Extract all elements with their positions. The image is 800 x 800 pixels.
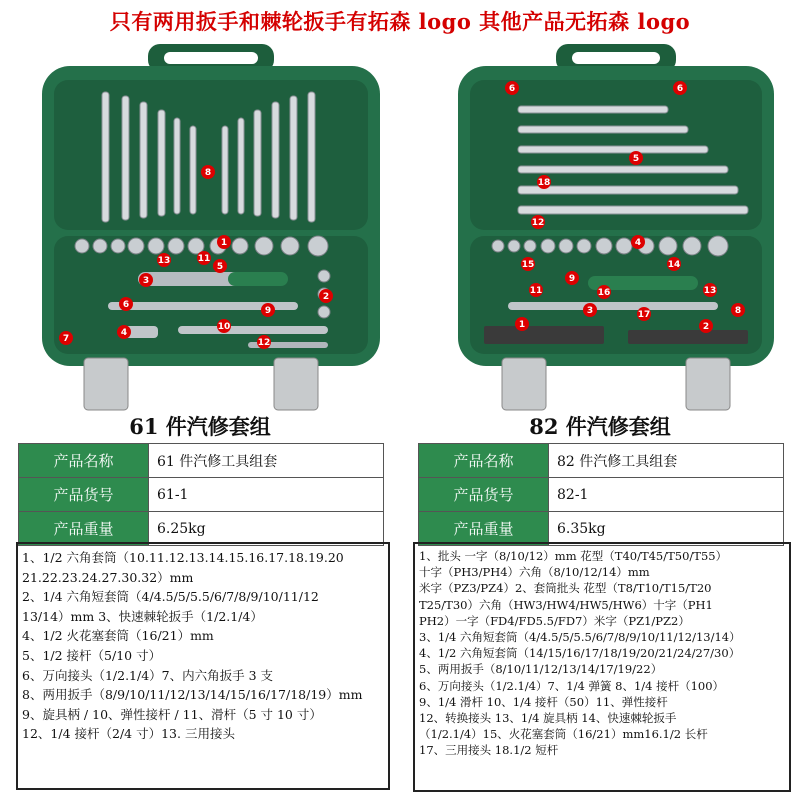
parts-line: 8、两用扳手（8/9/10/11/12/13/14/15/16/17/18/19）mm xyxy=(22,687,363,703)
svg-text:10: 10 xyxy=(217,322,231,332)
svg-text:12: 12 xyxy=(257,338,271,348)
spec-value: 82-1 xyxy=(549,478,784,512)
parts-line: 13/14）mm 3、快速棘轮扳手（1/2.1/4） xyxy=(22,608,263,624)
svg-text:13: 13 xyxy=(157,256,171,266)
svg-text:4: 4 xyxy=(120,328,128,338)
spec-value: 61-1 xyxy=(149,478,384,512)
svg-text:9: 9 xyxy=(264,306,272,316)
marker-label: 8 xyxy=(204,168,212,178)
toolbox-61-illustration xyxy=(28,40,394,412)
kit-82-title: 82 件汽修套组 xyxy=(529,414,671,439)
parts-line: 12、1/4 接杆（2/4 寸）13. 三用接头 xyxy=(22,726,235,742)
spec-key: 产品货号 xyxy=(419,478,549,512)
svg-text:2: 2 xyxy=(702,322,710,332)
spec-row-sku xyxy=(419,478,784,512)
parts-line: 12、转换接头 13、1/4 旋具柄 14、快速棘轮扳手 xyxy=(419,711,677,726)
spec-row-name xyxy=(19,444,384,478)
svg-text:15: 15 xyxy=(521,260,535,270)
svg-text:4: 4 xyxy=(634,238,642,248)
svg-text:8: 8 xyxy=(734,306,742,316)
svg-text:5: 5 xyxy=(216,262,224,272)
svg-text:17: 17 xyxy=(637,310,651,320)
parts-line: 1、1/2 六角套筒（10.11.12.13.14.15.16.17.18.19.20 xyxy=(22,550,344,565)
spec-value: 61 件汽修工具组套 xyxy=(149,444,384,478)
parts-line: 1、批头 一字（8/10/12）mm 花型（T40/T45/T50/T55） xyxy=(419,549,728,563)
parts-line: 十字（PH3/PH4）六角（8/10/12/14）mm xyxy=(419,565,650,580)
kit-82-spec-table xyxy=(418,443,784,546)
svg-text:14: 14 xyxy=(667,260,681,270)
svg-text:11: 11 xyxy=(197,254,211,264)
parts-line: PH2）一字（FD4/FD5.5/FD7）米字（PZ1/PZ2） xyxy=(419,613,690,628)
svg-text:1: 1 xyxy=(220,238,228,248)
parts-line: 17、三用接头 18.1/2 短杆 xyxy=(419,743,559,758)
parts-line: 21.22.23.24.27.30.32）mm xyxy=(22,569,194,585)
kit-82-photo xyxy=(448,40,784,412)
parts-line: 3、1/4 六角短套筒（4/4.5/5/5.5/6/7/8/9/10/11/12/13/14） xyxy=(419,630,741,645)
spec-key: 产品重量 xyxy=(19,512,149,546)
svg-text:2: 2 xyxy=(322,292,330,302)
svg-text:12: 12 xyxy=(531,218,545,228)
parts-line: （1/2.1/4）15、火花塞套筒（16/21）mm16.1/2 长杆 xyxy=(419,727,708,742)
spec-value: 82 件汽修工具组套 xyxy=(549,444,784,478)
svg-text:6: 6 xyxy=(508,84,516,94)
parts-line: 2、1/4 六角短套筒（4/4.5/5/5.5/6/7/8/9/10/11/12 xyxy=(22,589,319,605)
kit-61-parts-list xyxy=(16,542,390,790)
svg-text:1: 1 xyxy=(518,320,526,330)
toolbox-82-illustration xyxy=(448,40,784,412)
parts-line: 5、1/2 接杆（5/10 寸） xyxy=(22,647,162,663)
parts-line: 米字（PZ3/PZ4）2、套筒批头 花型（T8/T10/T15/T20 xyxy=(419,581,712,596)
spec-key: 产品名称 xyxy=(419,444,549,478)
spec-key: 产品重量 xyxy=(419,512,549,546)
kit-61-title: 61 件汽修套组 xyxy=(129,414,271,439)
spec-key: 产品货号 xyxy=(19,478,149,512)
svg-text:16: 16 xyxy=(597,288,611,298)
svg-text:6: 6 xyxy=(676,84,684,94)
svg-text:18: 18 xyxy=(537,178,551,188)
svg-text:9: 9 xyxy=(568,274,576,284)
spec-value: 6.35kg xyxy=(549,512,784,546)
svg-text:3: 3 xyxy=(142,276,150,286)
parts-line: 4、1/2 六角短套筒（14/15/16/17/18/19/20/21/24/27/30） xyxy=(419,646,741,661)
svg-text:13: 13 xyxy=(703,286,717,296)
parts-line: 6、万向接头（1/2.1/4）7、内六角扳手 3 支 xyxy=(22,667,274,683)
kit-61-photo xyxy=(28,40,394,412)
svg-text:3: 3 xyxy=(586,306,594,316)
svg-text:6: 6 xyxy=(122,300,130,310)
banner-note: 只有两用扳手和棘轮扳手有拓森 logo 其他产品无拓森 logo xyxy=(109,9,691,34)
parts-line: 9、旋具柄 / 10、弹性接杆 / 11、滑杆（5 寸 10 寸） xyxy=(22,706,322,722)
parts-line: 9、1/4 滑杆 10、1/4 接杆（50）11、弹性接杆 xyxy=(419,694,668,709)
parts-line: 6、万向接头（1/2.1/4）7、1/4 弹簧 8、1/4 接杆（100） xyxy=(419,678,725,693)
spec-value: 6.25kg xyxy=(149,512,384,546)
svg-text:7: 7 xyxy=(62,334,70,344)
kit-61-spec-table xyxy=(18,443,384,546)
svg-text:5: 5 xyxy=(632,154,640,164)
kit-82-parts-list xyxy=(413,542,791,792)
spec-row-name xyxy=(419,444,784,478)
parts-line: 5、两用扳手（8/10/11/12/13/14/17/19/22） xyxy=(419,662,663,677)
parts-line: 4、1/2 火花塞套筒（16/21）mm xyxy=(22,628,214,644)
spec-row-weight xyxy=(19,512,384,546)
spec-row-sku xyxy=(19,478,384,512)
spec-row-weight xyxy=(419,512,784,546)
parts-line: T25/T30）六角（HW3/HW4/HW5/HW6）十字（PH1 xyxy=(419,597,713,612)
spec-key: 产品名称 xyxy=(19,444,149,478)
svg-text:11: 11 xyxy=(529,286,543,296)
